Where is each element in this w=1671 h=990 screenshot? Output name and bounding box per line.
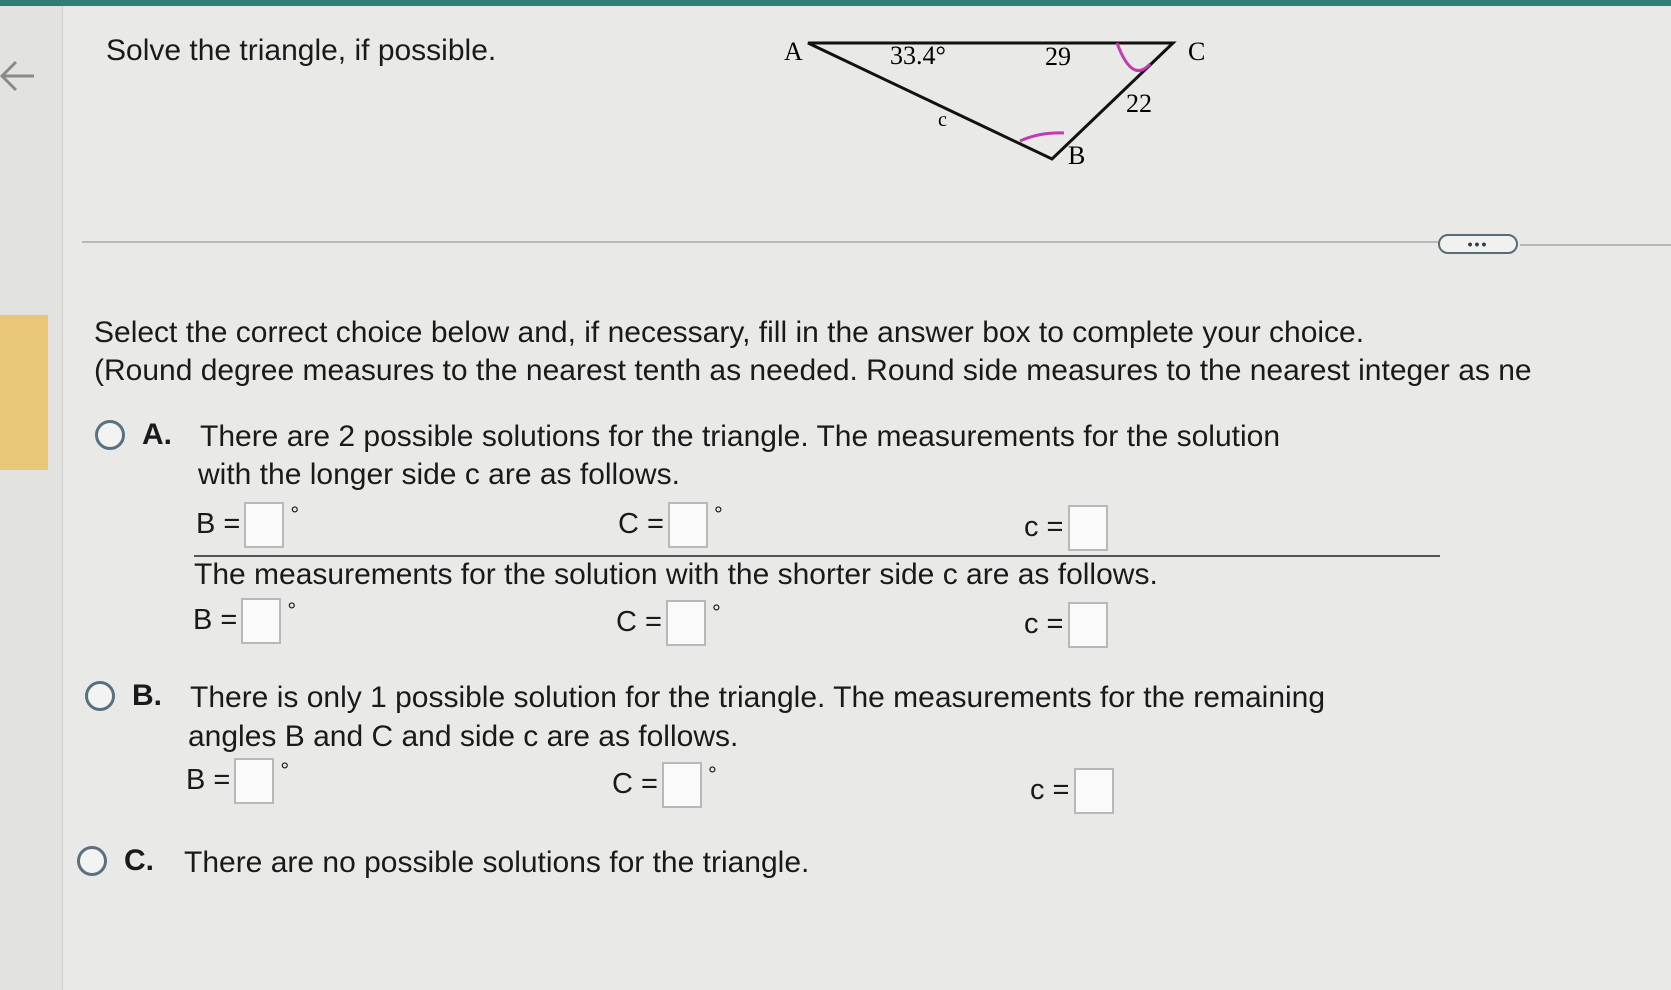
choice-a-row2-angle-b <box>193 598 296 644</box>
vertex-b-label: B <box>1068 141 1086 170</box>
answer-box-angle-c[interactable] <box>662 762 702 808</box>
side-b-label: 29 <box>1045 42 1071 71</box>
question-highlight-marker <box>0 315 48 470</box>
back-arrow-icon[interactable] <box>0 56 40 96</box>
choice-c-radio[interactable] <box>77 846 107 876</box>
side-c-label: c <box>938 109 947 131</box>
side-a-label: 22 <box>1126 89 1152 118</box>
choice-a-text-line-3: The measurements for the solution with the shorter side c are as follows. <box>194 558 1158 591</box>
angle-b-label: B = <box>193 604 238 636</box>
angle-c-label: C = <box>616 606 662 638</box>
more-options-button[interactable]: ••• <box>1438 234 1518 254</box>
degree-symbol: ° <box>713 502 723 527</box>
angle-b-label: B = <box>186 764 231 796</box>
choice-b-text-line-2: angles B and C and side c are as follows. <box>188 720 739 753</box>
choice-c-letter: C. <box>124 844 154 877</box>
choice-a-row2-angle-c <box>616 600 721 646</box>
choice-b-side-c <box>1030 768 1114 814</box>
instructions <box>94 314 1671 390</box>
choice-a-row2-side-c <box>1024 602 1108 648</box>
degree-symbol: ° <box>287 598 297 623</box>
choice-b-radio[interactable] <box>85 681 115 711</box>
triangle-diagram <box>770 28 1230 198</box>
instructions-line-1: Select the correct choice below and, if necessary, fill in the answer box to complete your choice. <box>94 316 1365 349</box>
section-divider-right <box>1520 244 1671 246</box>
top-accent-strip <box>0 0 1671 6</box>
degree-symbol: ° <box>290 502 300 527</box>
choice-a-row1-angle-c <box>618 502 723 548</box>
choice-a-row1-angle-b <box>196 502 299 548</box>
side-c-label: c = <box>1030 774 1070 806</box>
instructions-line-2: (Round degree measures to the nearest tenth as needed. Round side measures to the nearest integer as ne <box>94 354 1532 387</box>
answer-box-side-c-longer[interactable] <box>1068 505 1108 551</box>
angle-b-label: B = <box>196 508 241 540</box>
choice-b-angle-b <box>186 758 289 804</box>
choice-a-text-line-2: with the longer side c are as follows. <box>198 458 680 491</box>
degree-symbol: ° <box>711 600 721 625</box>
answer-box-angle-b-longer[interactable] <box>244 502 284 548</box>
side-c-label: c = <box>1024 608 1064 640</box>
vertex-a-label: A <box>784 37 803 66</box>
choice-b-text-line-1: There is only 1 possible solution for the triangle. The measurements for the remaining <box>190 681 1326 714</box>
answer-box-side-c[interactable] <box>1074 768 1114 814</box>
choice-a-letter: A. <box>142 418 172 451</box>
answer-box-angle-c-longer[interactable] <box>668 502 708 548</box>
degree-symbol: ° <box>280 758 290 783</box>
answer-box-angle-c-shorter[interactable] <box>666 600 706 646</box>
answer-box-angle-b-shorter[interactable] <box>241 598 281 644</box>
side-c-label: c = <box>1024 511 1064 543</box>
choice-b-angle-c <box>612 762 717 808</box>
angle-c-label: C = <box>612 768 658 800</box>
choice-a-text-line-1: There are 2 possible solutions for the triangle. The measurements for the solution <box>200 420 1281 453</box>
vertex-c-label: C <box>1188 37 1206 66</box>
choice-b-letter: B. <box>132 679 162 712</box>
section-divider <box>82 241 1442 243</box>
answer-box-angle-b[interactable] <box>234 758 274 804</box>
choice-a-radio[interactable] <box>95 420 125 450</box>
answer-box-side-c-shorter[interactable] <box>1068 602 1108 648</box>
choice-c-text: There are no possible solutions for the triangle. <box>184 846 810 879</box>
question-title: Solve the triangle, if possible. <box>106 34 497 67</box>
left-gutter <box>0 6 63 990</box>
angle-a-label: 33.4° <box>890 41 946 70</box>
choice-a-row1-side-c <box>1024 505 1108 551</box>
degree-symbol: ° <box>707 762 717 787</box>
angle-c-label: C = <box>618 508 664 540</box>
